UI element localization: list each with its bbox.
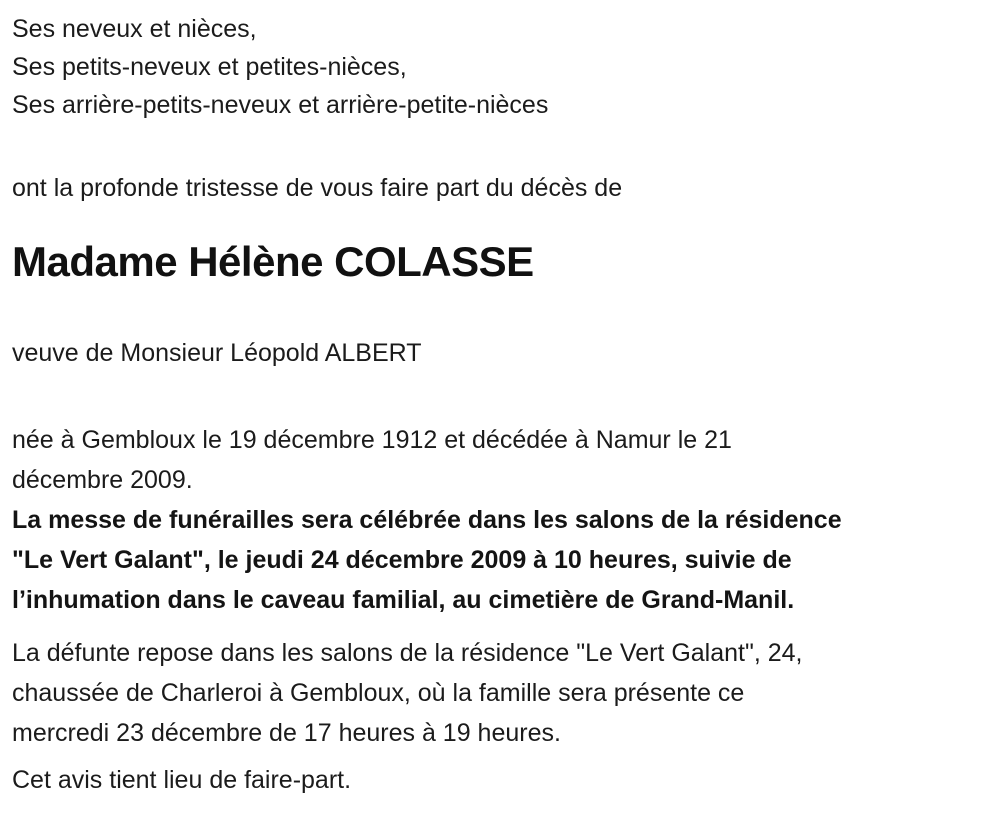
relatives-paragraph bbox=[12, 10, 986, 124]
relatives-line-1: Ses neveux et nièces, bbox=[12, 15, 257, 43]
widow-of-line: veuve de Monsieur Léopold ALBERT bbox=[12, 339, 422, 367]
funeral-line-2: "Le Vert Galant", le jeudi 24 décembre 2009 à 10 heures, suivie de bbox=[12, 546, 792, 574]
relatives-line-3: Ses arrière-petits-neveux et arrière-petite-nièces bbox=[12, 91, 549, 119]
visitation-line-3: mercredi 23 décembre de 17 heures à 19 heures. bbox=[12, 719, 561, 747]
announcement-line: ont la profonde tristesse de vous faire part du décès de bbox=[12, 174, 623, 202]
birth-death-line-2: décembre 2009. bbox=[12, 466, 193, 494]
funeral-line-3: l’inhumation dans le caveau familial, au cimetière de Grand-Manil. bbox=[12, 586, 795, 614]
closing-line: Cet avis tient lieu de faire-part. bbox=[12, 766, 352, 794]
birth-death-paragraph bbox=[12, 420, 986, 500]
birth-death-line-1: née à Gembloux le 19 décembre 1912 et décédée à Namur le 21 bbox=[12, 426, 732, 454]
relatives-line-2: Ses petits-neveux et petites-nièces, bbox=[12, 53, 407, 81]
visitation-line-1: La défunte repose dans les salons de la résidence "Le Vert Galant", 24, bbox=[12, 639, 803, 667]
visitation-paragraph bbox=[12, 633, 986, 753]
deceased-name: Madame Hélène COLASSE bbox=[12, 238, 534, 285]
visitation-line-2: chaussée de Charleroi à Gembloux, où la famille sera présente ce bbox=[12, 679, 745, 707]
funeral-line-1: La messe de funérailles sera célébrée dans les salons de la résidence bbox=[12, 506, 842, 534]
funeral-paragraph bbox=[12, 500, 986, 620]
